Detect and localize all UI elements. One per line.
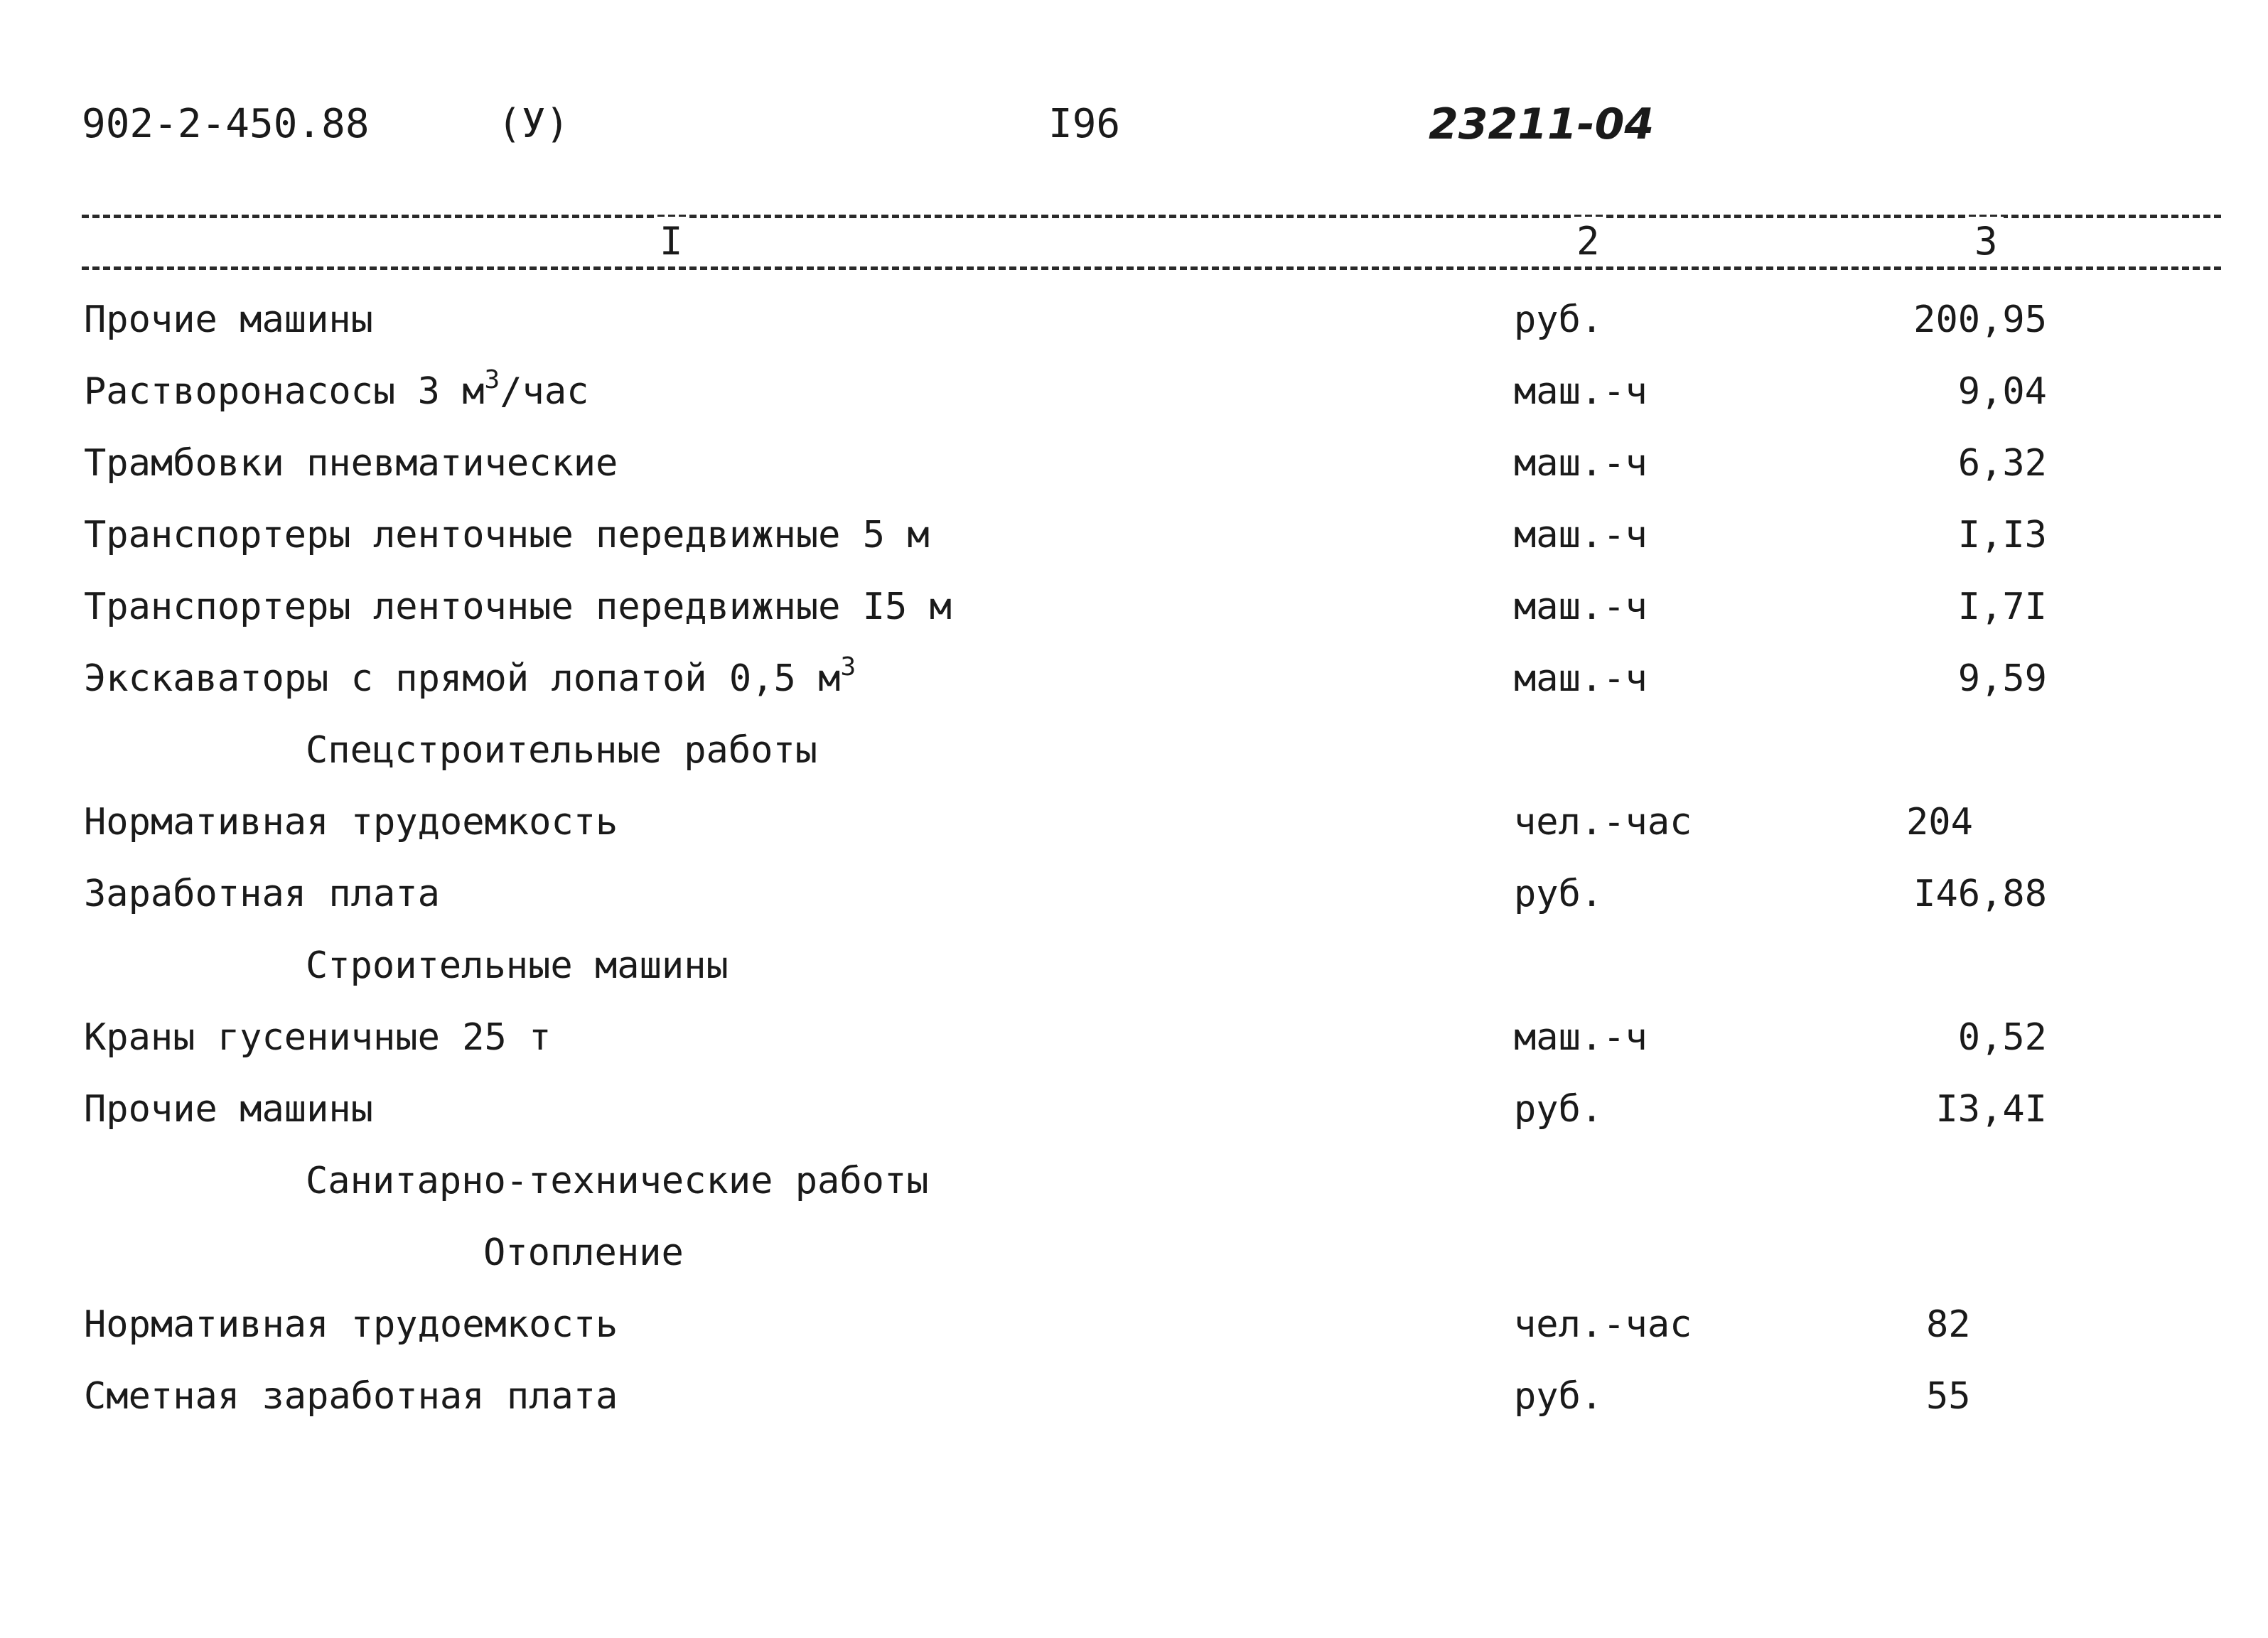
row-name: Сметная заработная плата — [84, 1375, 618, 1418]
row-name: Прочие машины — [84, 1088, 373, 1131]
row-unit: маш.-ч — [1514, 1016, 1648, 1059]
row-unit: маш.-ч — [1514, 370, 1648, 413]
row-unit: маш.-ч — [1514, 586, 1648, 628]
table-row — [0, 787, 2268, 858]
row-value: 200,95 — [1913, 298, 2047, 341]
row-name: Трамбовки пневматические — [84, 442, 618, 485]
table-row — [0, 643, 2268, 714]
row-name: Краны гусеничные 25 т — [84, 1016, 552, 1059]
section-heading-row — [0, 715, 2268, 786]
row-value: 0,52 — [1957, 1016, 2047, 1059]
row-value: I46,88 — [1913, 873, 2047, 915]
column-header-2: 2 — [1571, 217, 1606, 266]
row-unit: руб. — [1514, 298, 1603, 341]
project-mark: (У) — [498, 101, 570, 147]
row-unit: маш.-ч — [1514, 657, 1648, 700]
row-unit: руб. — [1514, 873, 1603, 915]
column-header-3: 3 — [1969, 217, 2004, 266]
table-row — [0, 356, 2268, 427]
superscript: 3 — [840, 652, 856, 681]
row-unit: чел.-час — [1514, 801, 1692, 844]
row-value: 9,59 — [1957, 657, 2047, 700]
row-value: 6,32 — [1957, 442, 2047, 485]
section-heading: Спецстроительные работы — [306, 729, 818, 772]
section-heading: Санитарно-технические работы — [306, 1160, 929, 1202]
row-name: Нормативная трудоемкость — [84, 1303, 618, 1346]
row-name: Заработная плата — [84, 873, 440, 915]
row-value: I,I3 — [1957, 514, 2047, 556]
row-name: Экскаваторы с прямой лопатой 0,5 $м^3$ — [84, 652, 856, 700]
row-value: 55 — [1926, 1375, 1971, 1418]
table-row — [0, 500, 2268, 571]
table-header-rule — [82, 266, 2221, 270]
row-value: I3,4I — [1935, 1088, 2047, 1131]
table-top-rule — [82, 215, 2221, 218]
document-number: 23211-04 — [1429, 99, 1655, 149]
row-name: Растворонасосы 3 $м^3$/час — [84, 365, 589, 413]
table-row — [0, 1361, 2268, 1432]
row-name: Нормативная трудоемкость — [84, 801, 618, 844]
row-value: I,7I — [1957, 586, 2047, 628]
table-row — [0, 571, 2268, 642]
row-unit: чел.-час — [1514, 1303, 1692, 1346]
table-row — [0, 428, 2268, 499]
row-unit: маш.-ч — [1514, 442, 1648, 485]
superscript: 3 — [484, 365, 500, 394]
row-unit: руб. — [1514, 1088, 1603, 1131]
row-value: 204 — [1906, 801, 1973, 844]
row-name: Транспортеры ленточные передвижные I5 м — [84, 586, 952, 628]
row-unit: руб. — [1514, 1375, 1603, 1418]
table-row — [0, 858, 2268, 930]
section-heading: Отопление — [483, 1232, 684, 1274]
section-heading-row — [0, 1146, 2268, 1217]
row-unit: маш.-ч — [1514, 514, 1648, 556]
row-value: 9,04 — [1957, 370, 2047, 413]
section-heading-row — [0, 1217, 2268, 1288]
column-header-1: I — [654, 217, 689, 266]
row-name: Транспортеры ленточные передвижные 5 м — [84, 514, 930, 556]
row-value: 82 — [1926, 1303, 1971, 1346]
table-row — [0, 1002, 2268, 1073]
page-number: I96 — [1048, 101, 1121, 147]
table-row — [0, 284, 2268, 355]
table-row — [0, 1074, 2268, 1145]
row-name: Прочие машины — [84, 298, 373, 341]
section-heading-row — [0, 930, 2268, 1001]
table-row — [0, 1289, 2268, 1360]
section-heading: Строительные машины — [306, 944, 729, 987]
project-code: 902-2-450.88 — [82, 101, 370, 147]
